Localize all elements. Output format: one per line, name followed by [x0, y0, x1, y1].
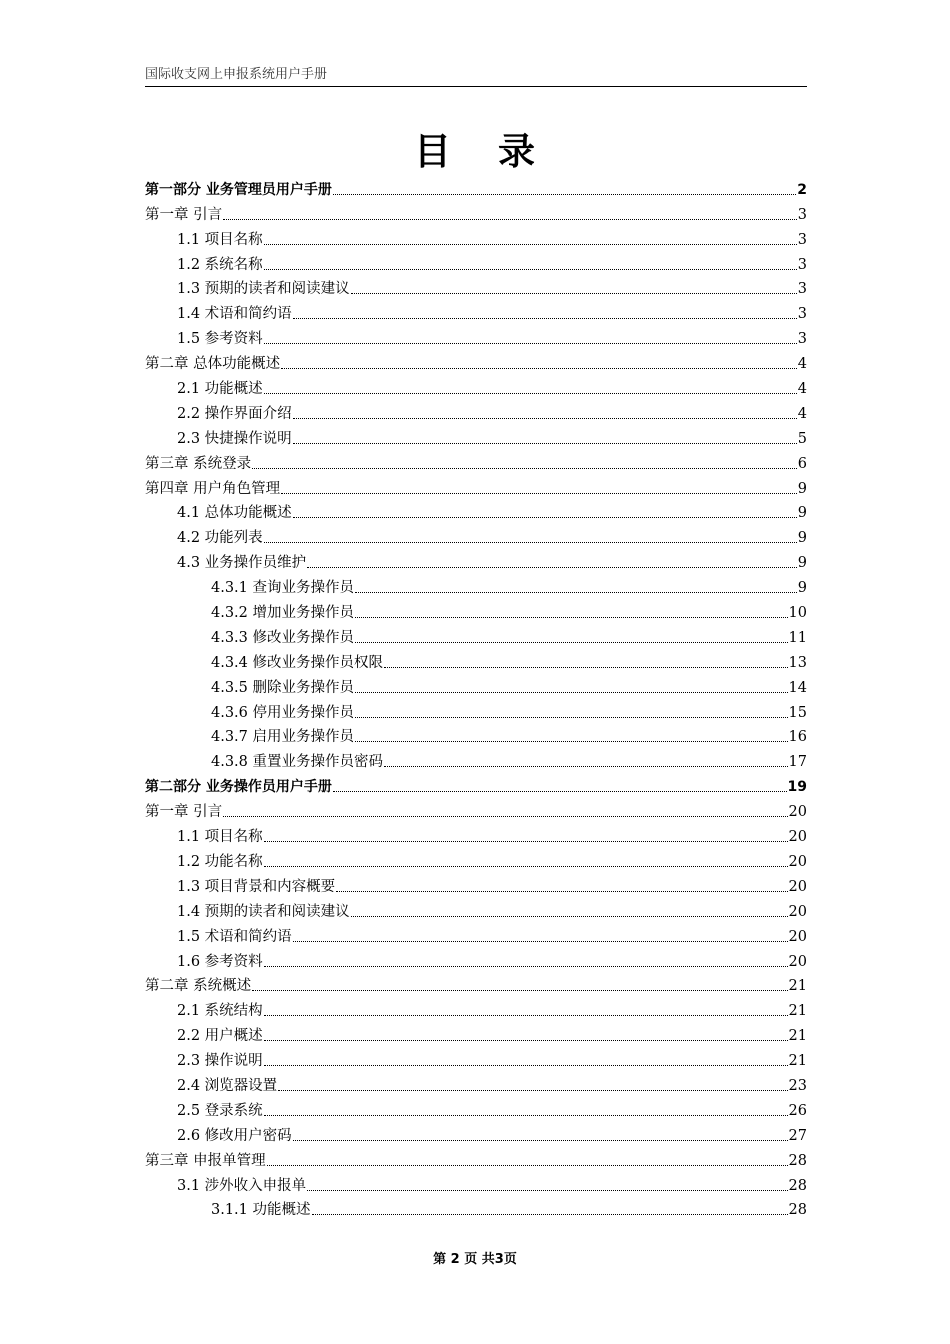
toc-entry-label: 1.1 项目名称 [177, 829, 263, 846]
toc-entry-label: 1.1 项目名称 [177, 231, 263, 248]
toc-entry-label: 2.6 修改用户密码 [177, 1127, 292, 1144]
dot-leader [264, 268, 797, 270]
dot-leader [264, 1064, 788, 1066]
toc-entry[interactable] [145, 448, 807, 473]
toc-entry-label: 4.3.6 停用业务操作员 [211, 704, 355, 721]
toc-entry-label: 1.5 参考资料 [177, 331, 263, 348]
toc-entry-label: 2.1 系统结构 [177, 1003, 263, 1020]
toc-entry-label: 4.3.7 启用业务操作员 [211, 729, 355, 746]
dot-leader [264, 342, 797, 344]
dot-leader [355, 740, 788, 742]
toc-entry-label: 4.2 功能列表 [177, 530, 263, 547]
toc-entry-page: 20 [788, 928, 807, 945]
toc-entry-page: 9 [797, 580, 807, 597]
toc-entry[interactable] [145, 522, 807, 547]
toc-entry-label: 4.3.8 重置业务操作员密码 [211, 754, 384, 771]
dot-leader [281, 492, 797, 494]
toc-entry-label: 第三章 系统登录 [145, 455, 252, 472]
running-header: 国际收支网上申报系统用户手册 [145, 66, 807, 87]
toc-entry-label: 3.1 涉外收入申报单 [177, 1177, 307, 1194]
toc-entry-label: 1.2 系统名称 [177, 256, 263, 273]
dot-leader [264, 840, 788, 842]
toc-entry-label: 2.4 浏览器设置 [177, 1077, 278, 1094]
toc-entry[interactable] [145, 298, 807, 323]
toc-entry-page: 21 [788, 1053, 807, 1070]
toc-entry[interactable] [145, 896, 807, 921]
toc-entry-label: 4.3.5 删除业务操作员 [211, 679, 355, 696]
toc-entry-label: 2.5 登录系统 [177, 1102, 263, 1119]
dot-leader [264, 243, 797, 245]
toc-entry-label: 2.2 操作界面介绍 [177, 405, 292, 422]
dot-leader [384, 765, 788, 767]
dot-leader [293, 940, 788, 942]
dot-leader [293, 417, 797, 419]
toc-entry-label: 4.3.3 修改业务操作员 [211, 629, 355, 646]
dot-leader [293, 442, 797, 444]
toc-entry-page: 27 [788, 1127, 807, 1144]
toc-entry-page: 9 [797, 480, 807, 497]
toc-entry-page: 21 [788, 1028, 807, 1045]
dot-leader [351, 915, 788, 917]
toc-entry-page: 3 [797, 281, 807, 298]
toc-entry[interactable] [145, 274, 807, 299]
toc-entry-label: 1.4 预期的读者和阅读建议 [177, 903, 350, 920]
toc-entry-label: 第二部分 业务操作员用户手册 [145, 779, 332, 796]
toc-entry[interactable] [145, 1020, 807, 1045]
toc-entry[interactable] [145, 1145, 807, 1170]
dot-leader [355, 616, 788, 618]
toc-entry[interactable] [145, 647, 807, 672]
toc-entry-label: 1.2 功能名称 [177, 853, 263, 870]
dot-leader [281, 367, 797, 369]
dot-leader [336, 890, 787, 892]
toc-entry-page: 4 [797, 405, 807, 422]
toc-entry-page: 28 [788, 1202, 807, 1219]
toc-entry-page: 17 [788, 754, 807, 771]
dot-leader [312, 1213, 788, 1215]
toc-entry-label: 4.3.2 增加业务操作员 [211, 605, 355, 622]
toc-entry-page: 21 [788, 978, 807, 995]
toc-entry[interactable] [145, 597, 807, 622]
dot-leader [384, 666, 788, 668]
dot-leader [355, 591, 797, 593]
toc-entry[interactable] [145, 821, 807, 846]
toc-entry-page: 19 [787, 779, 807, 796]
toc-entry[interactable] [145, 1170, 807, 1195]
toc-entry[interactable] [145, 921, 807, 946]
dot-leader [351, 292, 797, 294]
toc-entry-page: 9 [797, 530, 807, 547]
toc-entry-page: 3 [797, 256, 807, 273]
toc-entry[interactable] [145, 746, 807, 771]
toc-entry-page: 3 [797, 231, 807, 248]
toc-title [0, 126, 950, 176]
toc-entry[interactable] [145, 971, 807, 996]
toc-entry-page: 3 [797, 306, 807, 323]
toc-entry-label: 第四章 用户角色管理 [145, 480, 281, 497]
dot-leader [223, 815, 787, 817]
toc-entry[interactable] [145, 771, 807, 796]
toc-entry-label: 1.6 参考资料 [177, 953, 263, 970]
toc-entry-label: 1.3 预期的读者和阅读建议 [177, 281, 350, 298]
dot-leader [223, 218, 797, 220]
toc-entry-page: 9 [797, 505, 807, 522]
toc-entry-page: 28 [788, 1177, 807, 1194]
toc-entry-page: 3 [797, 206, 807, 223]
toc-entry-page: 20 [788, 853, 807, 870]
toc-entry[interactable] [145, 423, 807, 448]
toc-entry-label: 3.1.1 功能概述 [211, 1202, 311, 1219]
toc-entry-label: 2.3 操作说明 [177, 1053, 263, 1070]
dot-leader [252, 989, 787, 991]
toc-entry-page: 15 [788, 704, 807, 721]
toc-entry-page: 21 [788, 1003, 807, 1020]
toc-entry[interactable] [145, 1120, 807, 1145]
dot-leader [264, 1014, 788, 1016]
toc-entry-label: 2.2 用户概述 [177, 1028, 263, 1045]
toc-entry-page: 20 [788, 829, 807, 846]
toc-entry-page: 3 [797, 331, 807, 348]
toc-entry-page: 28 [788, 1152, 807, 1169]
dot-leader [264, 1114, 788, 1116]
dot-leader [264, 965, 788, 967]
toc-entry-label: 第一章 引言 [145, 804, 223, 821]
toc-entry-label: 第三章 申报单管理 [145, 1152, 266, 1169]
toc-entry[interactable] [145, 323, 807, 348]
dot-leader [264, 1039, 788, 1041]
toc-entry-page: 20 [788, 953, 807, 970]
dot-leader [267, 1164, 788, 1166]
title-char-1: 目 [414, 129, 452, 173]
toc-entry[interactable] [145, 572, 807, 597]
toc-entry[interactable] [145, 473, 807, 498]
toc-entry[interactable] [145, 946, 807, 971]
toc-entry-page: 4 [797, 356, 807, 373]
toc-entry-page: 20 [788, 903, 807, 920]
dot-leader [264, 865, 788, 867]
toc-entry[interactable] [145, 846, 807, 871]
dot-leader [307, 1189, 787, 1191]
toc-entry-label: 4.1 总体功能概述 [177, 505, 292, 522]
toc-entry-page: 6 [797, 455, 807, 472]
dot-leader [264, 392, 797, 394]
toc-entry[interactable] [145, 1070, 807, 1095]
toc-entry[interactable] [145, 498, 807, 523]
toc-entry[interactable] [145, 995, 807, 1020]
toc-entry-page: 16 [788, 729, 807, 746]
dot-leader [355, 641, 788, 643]
toc-entry-page: 5 [797, 430, 807, 447]
toc-entry-page: 10 [788, 605, 807, 622]
dot-leader [293, 317, 797, 319]
toc-entry[interactable] [145, 398, 807, 423]
toc-entry-page: 20 [788, 804, 807, 821]
dot-leader [293, 1139, 788, 1141]
dot-leader [333, 193, 796, 195]
toc-entry[interactable] [145, 796, 807, 821]
toc-entry-label: 4.3 业务操作员维护 [177, 555, 307, 572]
toc-entry-label: 1.4 术语和简约语 [177, 306, 292, 323]
toc-entry-label: 第二章 系统概述 [145, 978, 252, 995]
dot-leader [264, 541, 797, 543]
toc-entry[interactable] [145, 373, 807, 398]
toc-entry-page: 4 [797, 381, 807, 398]
toc-entry-label: 第一部分 业务管理员用户手册 [145, 181, 332, 198]
toc-entry[interactable] [145, 249, 807, 274]
toc-entry[interactable] [145, 672, 807, 697]
toc-entry-label: 2.1 功能概述 [177, 381, 263, 398]
toc-entry[interactable] [145, 1095, 807, 1120]
toc-entry[interactable] [145, 348, 807, 373]
toc-entry-label: 4.3.1 查询业务操作员 [211, 580, 355, 597]
toc-entry[interactable] [145, 174, 807, 199]
toc-entry-label: 第一章 引言 [145, 206, 223, 223]
dot-leader [355, 716, 788, 718]
toc-entry-page: 26 [788, 1102, 807, 1119]
dot-leader [252, 467, 797, 469]
title-char-2: 录 [498, 129, 536, 173]
dot-leader [355, 691, 788, 693]
dot-leader [293, 516, 797, 518]
page-footer: 第 2 页 共3页 [433, 1252, 517, 1267]
toc-entry[interactable] [145, 622, 807, 647]
toc-entry-page: 23 [788, 1077, 807, 1094]
dot-leader [333, 790, 787, 792]
dot-leader [278, 1089, 787, 1091]
toc-entry[interactable] [145, 871, 807, 896]
toc-entry-page: 13 [788, 654, 807, 671]
toc-entry-page: 14 [788, 679, 807, 696]
toc-entry[interactable] [145, 224, 807, 249]
toc-entry-page: 2 [797, 181, 807, 198]
toc-entry[interactable] [145, 1195, 807, 1220]
toc-entry-page: 9 [797, 555, 807, 572]
toc-entry-label: 1.3 项目背景和内容概要 [177, 878, 336, 895]
toc-entry[interactable] [145, 199, 807, 224]
toc-entry-label: 第二章 总体功能概述 [145, 356, 281, 373]
toc-entry[interactable] [145, 1045, 807, 1070]
toc-entry-page: 11 [788, 629, 807, 646]
toc-entry[interactable] [145, 697, 807, 722]
toc-entry[interactable] [145, 722, 807, 747]
toc-entry-label: 2.3 快捷操作说明 [177, 430, 292, 447]
toc-entry-label: 1.5 术语和简约语 [177, 928, 292, 945]
toc-entry-page: 20 [788, 878, 807, 895]
table-of-contents [145, 174, 807, 1219]
toc-entry-label: 4.3.4 修改业务操作员权限 [211, 654, 384, 671]
toc-entry[interactable] [145, 547, 807, 572]
dot-leader [307, 566, 797, 568]
